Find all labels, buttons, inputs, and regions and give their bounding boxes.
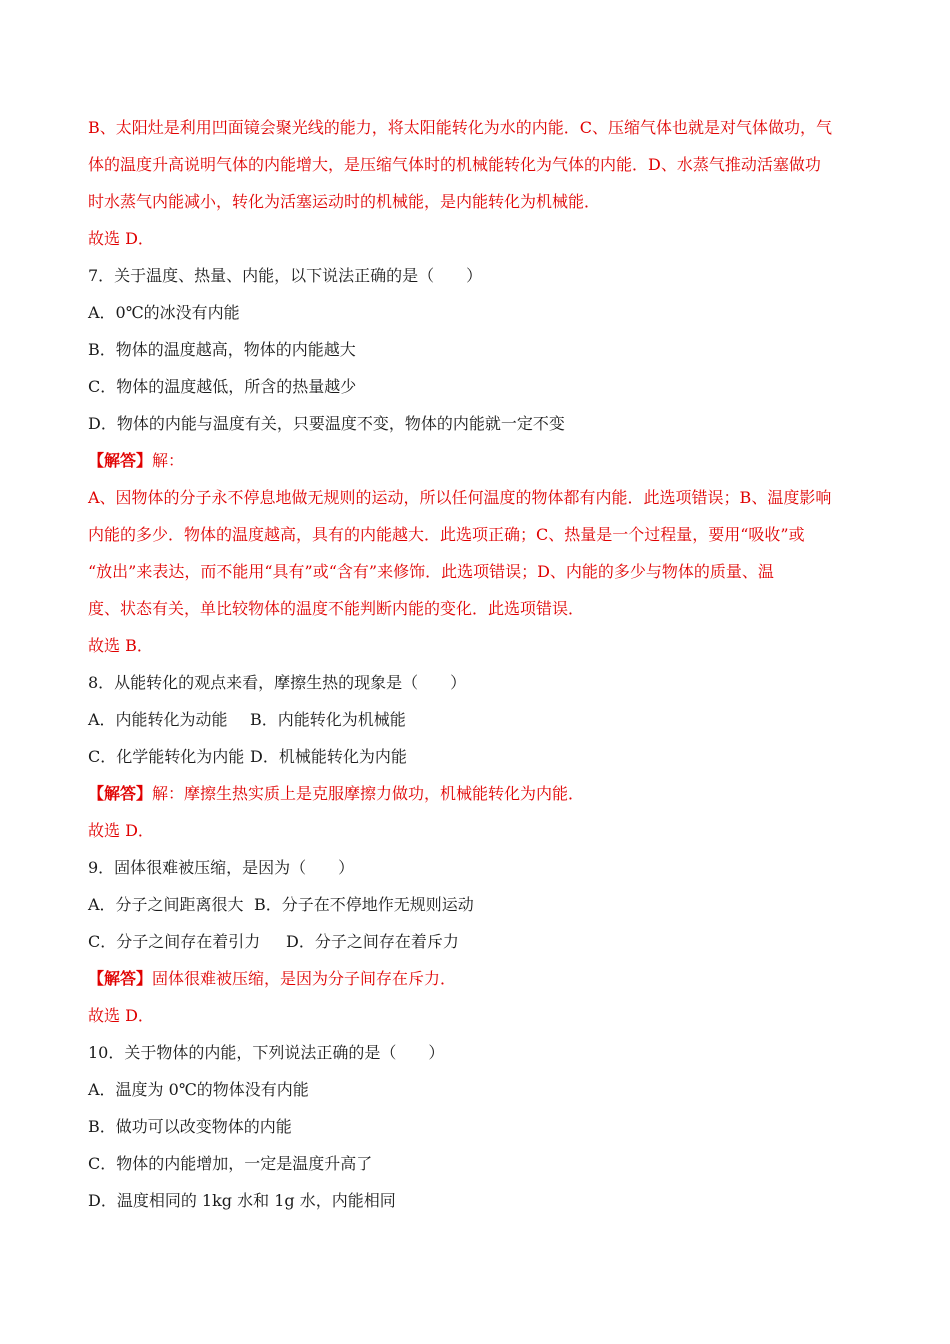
q8-option-row-1 [88, 709, 406, 731]
q8-option-row-2 [88, 746, 407, 768]
q7-answer-line-4: 度、状态有关，单比较物体的温度不能判断内能的变化．此选项错误． [88, 599, 585, 618]
q8-option-d: D．机械能转化为内能 [250, 747, 407, 766]
q8-stem: 8．从能转化的观点来看，摩擦生热的现象是（ ） [88, 673, 467, 692]
q7-option-c: C．物体的温度越低，所含的热量越少 [88, 377, 357, 396]
q7-option-a: A．0℃的冰没有内能 [88, 303, 240, 322]
answer-text: 解：摩擦生热实质上是克服摩擦力做功，机械能转化为内能． [152, 784, 585, 803]
q6-answer-line-1: B、太阳灶是利用凹面镜会聚光线的能力，将太阳能转化为水的内能．C、压缩气体也就是对气体做功，气 [88, 118, 833, 137]
q9-option-d: D．分子之间存在着斥力 [286, 932, 459, 951]
answer-intro: 解： [152, 451, 185, 470]
q10-option-b: B．做功可以改变物体的内能 [88, 1117, 292, 1136]
q9-choice: 故选 D． [88, 1006, 154, 1025]
q10-option-a: A．温度为 0℃的物体没有内能 [88, 1080, 309, 1099]
answer-label: 【解答】 [88, 451, 153, 470]
q7-option-d: D．物体的内能与温度有关，只要温度不变，物体的内能就一定不变 [88, 414, 565, 433]
q8-option-c: C．化学能转化为内能 [88, 747, 245, 766]
q6-answer-line-3: 时水蒸气内能减小，转化为活塞运动时的机械能，是内能转化为机械能． [88, 192, 601, 211]
answer-label: 【解答】 [88, 784, 153, 803]
q9-option-row-2 [88, 931, 459, 953]
q7-answer-line-3: “放出”来表达，而不能用“具有”或“含有”来修饰．此选项错误；D、内能的多少与物体的质量、温 [88, 562, 774, 581]
answer-text: 固体很难被压缩，是因为分子间存在斥力． [152, 969, 457, 988]
answer-label: 【解答】 [88, 969, 153, 988]
q10-option-d: D．温度相同的 1kg 水和 1g 水，内能相同 [88, 1191, 396, 1210]
q8-option-a: A．内能转化为动能 [88, 710, 228, 729]
q7-stem: 7．关于温度、热量、内能，以下说法正确的是（ ） [88, 266, 483, 285]
q7-answer-line-1: A、因物体的分子永不停息地做无规则的运动，所以任何温度的物体都有内能．此选项错误；B、温度影响 [88, 488, 832, 507]
q7-choice: 故选 B． [88, 636, 153, 655]
q8-option-b: B．内能转化为机械能 [250, 710, 406, 729]
q8-choice: 故选 D． [88, 821, 154, 840]
q9-option-a: A．分子之间距离很大 [88, 895, 244, 914]
q6-answer-line-2: 体的温度升高说明气体的内能增大，是压缩气体时的机械能转化为气体的内能．D、水蒸气推动活塞做功 [88, 155, 821, 174]
q6-choice: 故选 D． [88, 229, 154, 248]
q7-option-b: B．物体的温度越高，物体的内能越大 [88, 340, 356, 359]
q8-answer [88, 783, 584, 805]
q9-option-row-1 [88, 894, 474, 916]
q7-answer-line-2: 内能的多少．物体的温度越高，具有的内能越大．此选项正确；C、热量是一个过程量，要用“吸收”或 [88, 525, 805, 544]
q9-stem: 9．固体很难被压缩，是因为（ ） [88, 858, 355, 877]
q10-option-c: C．物体的内能增加，一定是温度升高了 [88, 1154, 373, 1173]
q9-option-c: C．分子之间存在着引力 [88, 932, 261, 951]
q7-answer-header [88, 450, 184, 472]
q9-option-b: B．分子在不停地作无规则运动 [254, 895, 474, 914]
q10-stem: 10．关于物体的内能，下列说法正确的是（ ） [88, 1043, 445, 1062]
q9-answer [88, 968, 456, 990]
